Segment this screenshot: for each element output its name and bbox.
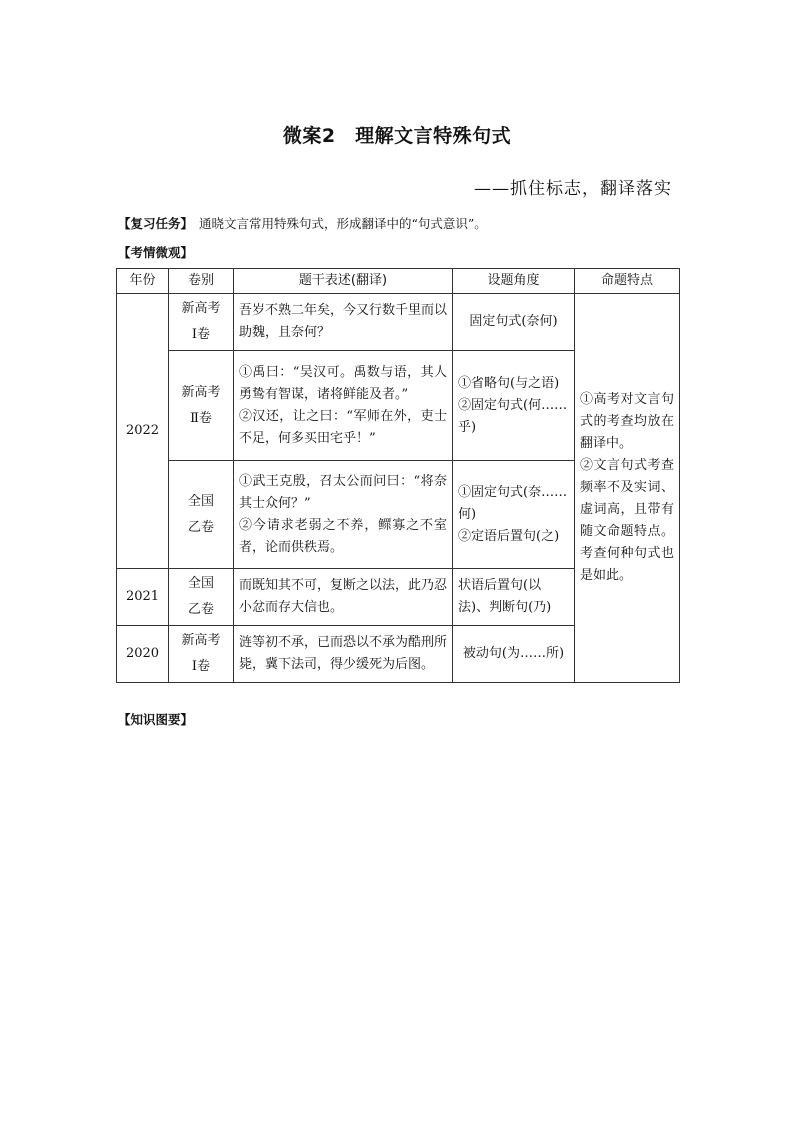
header-feature: 命题特点	[575, 269, 680, 294]
angle-cell: ①固定句式(奈……何) ②定语后置句(之)	[453, 461, 575, 569]
header-angle: 设题角度	[453, 269, 575, 294]
volume-cell: 全国 乙卷	[169, 569, 234, 626]
exam-overview-section	[118, 243, 193, 261]
table-row	[117, 294, 680, 351]
review-task-text: 通晓文言常用特殊句式，形成翻译中的“句式意识”。	[199, 216, 487, 231]
page-title: 微案2 理解文言特殊句式	[282, 125, 512, 147]
volume-cell: 新高考 Ⅰ卷	[169, 626, 234, 683]
page-subtitle: ——抓住标志，翻译落实	[474, 179, 672, 199]
exam-overview-label: 【考情微观】	[118, 245, 194, 260]
angle-cell: 被动句(为……所)	[453, 626, 575, 683]
angle-cell: ①省略句(与之语) ②固定句式(何……乎)	[453, 351, 575, 461]
angle-cell: 状语后置句(以法)、判断句(乃)	[453, 569, 575, 626]
review-task-label: 【复习任务】	[118, 216, 194, 231]
question-cell: ①禹曰：“吴汉可。禹数与语，其人勇鸷有智谋，诸将鲜能及者。” ②汉还，让之曰：“军师在外，吏士不足，何多买田宅乎！”	[234, 351, 453, 461]
header-year: 年份	[117, 269, 169, 294]
header-volume: 卷别	[169, 269, 234, 294]
question-cell: 吾岁不熟二年矣，今又行数千里而以助魏，且奈何？	[234, 294, 453, 351]
knowledge-map-section	[118, 710, 193, 728]
year-cell: 2021	[117, 569, 169, 626]
knowledge-map-label: 【知识图要】	[118, 712, 194, 727]
table-header-row	[117, 269, 680, 294]
year-cell: 2022	[117, 294, 169, 569]
volume-cell: 新高考 Ⅱ卷	[169, 351, 234, 461]
volume-cell: 新高考 Ⅰ卷	[169, 294, 234, 351]
exam-analysis-table	[116, 268, 680, 683]
year-cell: 2020	[117, 626, 169, 683]
question-cell: 涟等初不承，已而恐以不承为酷刑所毙，冀下法司，得少缓死为后图。	[234, 626, 453, 683]
review-task-section	[118, 214, 487, 232]
question-cell: ①武王克殷，召太公而问曰：“将奈其士众何？” ②今请求老弱之不养，鳏寡之不室者，论而供秩焉。	[234, 461, 453, 569]
header-question: 题干表述(翻译)	[234, 269, 453, 294]
angle-cell: 固定句式(奈何)	[453, 294, 575, 351]
volume-cell: 全国 乙卷	[169, 461, 234, 569]
feature-cell: ①高考对文言句式的考查均放在翻译中。 ②文言句式考查频率不及实词、虚词高，且带有随文命题特点。考查何种句式也是如此。	[575, 294, 680, 683]
question-cell: 而既知其不可，复断之以法，此乃忍小忿而存大信也。	[234, 569, 453, 626]
